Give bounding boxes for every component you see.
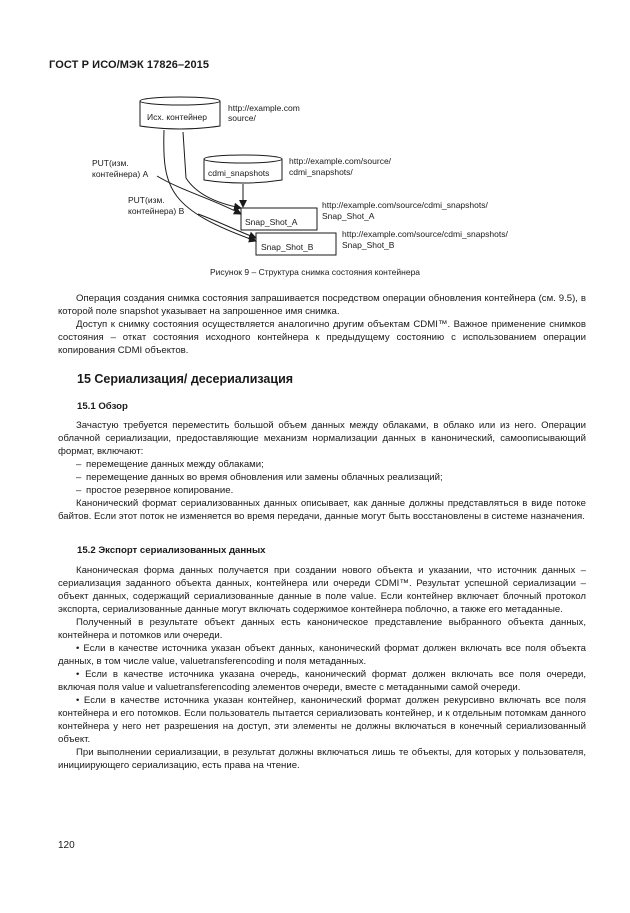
url-snapA-2: Snap_Shot_A — [322, 211, 375, 221]
node-label-cdmi: cdmi_snapshots — [208, 168, 270, 178]
s1-list — [58, 458, 586, 497]
intro-paragraph-1: Операция создания снимка состояния запрашивается посредством операции обновления контейнера (см. 9.5), в которой поле snapshot указывает на запрошенное имя снимка. — [58, 293, 586, 317]
put-a-label-1: PUT(изм. — [92, 158, 129, 168]
url-source-2: source/ — [228, 113, 256, 123]
node-label-snapB: Snap_Shot_B — [261, 242, 314, 252]
url-snapB-1: http://example.com/source/cdmi_snapshots/ — [342, 229, 508, 239]
s1-paragraph-2: Канонический формат сериализованных данных описывает, как данные должны представляться в виде потоке байтов. Если этот поток не изменяется во время передачи, данные могут быть восстановлены в системе назначения. — [58, 498, 586, 522]
section-15-2-title: 15.2 Экспорт сериализованных данных — [77, 545, 266, 556]
list-item: – простое резервное копирование. — [58, 484, 586, 497]
url-snapB-2: Snap_Shot_B — [342, 240, 395, 250]
list-item: – перемещение данных во время обновления или замены облачных реализаций; — [58, 471, 586, 484]
url-source-1: http://example.com — [228, 103, 300, 113]
s1-paragraph-1: Зачастую требуется переместить большой объем данных между облаками, в облако или из него. Операции облачной сериализации, предоставляющие механизм нормализации данных в канонический, самоописывающий формат, включают: — [58, 420, 586, 457]
s2-paragraph-2: Полученный в результате объект данных есть каноническое представление выбранного объекта данных, контейнера и потомков или очереди. — [58, 617, 586, 641]
figure-caption: Рисунок 9 – Структура снимка состояния контейнера — [209, 267, 421, 277]
snapshot-structure-diagram — [0, 0, 630, 265]
list-item: – перемещение данных между облаками; — [58, 458, 586, 471]
intro-section — [58, 292, 586, 357]
section-15-title: 15 Сериализация/ десериализация — [77, 372, 294, 386]
intro-paragraph-2: Доступ к снимку состояния осуществляется аналогично другим объектам CDMI™. Важное применение снимков состояния – откат состояния исходного контейнера к предыдущему состоянию с использованием операции копирования CDMI объектов. — [58, 319, 586, 356]
section-15-1-title: 15.1 Обзор — [77, 401, 128, 412]
url-cdmi-1: http://example.com/source/ — [289, 156, 392, 166]
url-snapA-1: http://example.com/source/cdmi_snapshots/ — [322, 200, 488, 210]
section-15-1-body — [58, 419, 586, 523]
s2-paragraph-3: При выполнении сериализации, в результат должны включаться лишь те объекты, для которых у пользователя, инициирующего сериализацию, есть права на чтение. — [58, 747, 586, 771]
s2-bullet-1: • Если в качестве источника указан объект данных, канонический формат должен включать все поля объекта данных, в том числе value, valuetransferencoding и поля метаданных. — [58, 643, 586, 667]
section-15-2-body — [58, 564, 586, 772]
url-cdmi-2: cdmi_snapshots/ — [289, 167, 353, 177]
put-b-label-1: PUT(изм. — [128, 195, 165, 205]
s2-paragraph-1: Каноническая форма данных получается при создании нового объекта и указании, что источник данных – сериализация заданного объекта данных, контейнера или очереди CDMI™. Результат успешной сериализации – объект данных, содержащий сериализованные данные в поле value. Если контейнер включает блочный протокол экспорта, сериализованные данные могут включать содержимое контейнера поблочно, а также его метаданные. — [58, 565, 586, 615]
page-number: 120 — [58, 840, 75, 851]
edge-source-to-snapB — [164, 130, 256, 241]
document-header: ГОСТ Р ИСО/МЭК 17826–2015 — [49, 59, 210, 71]
s2-bullet-3: • Если в качестве источника указан контейнер, канонический формат должен рекурсивно включать все поля контейнера и его потомков. Если пользователь пытается сериализовать контейнер, и к отдельным потомкам данного контейнера у него нет разрешения на доступ, эти элементы не должны включаться в конечный сериализованный объект. — [58, 695, 586, 745]
put-a-label-2: контейнера) A — [92, 169, 149, 179]
put-b-label-2: контейнера) B — [128, 206, 185, 216]
node-label-source: Исх. контейнер — [147, 112, 207, 122]
s2-bullet-2: • Если в качестве источника указана очередь, канонический формат должен включать все поля очереди, включая поля value и valuetransferencoding элементов очереди, вместе с метаданными самой очереди. — [58, 669, 586, 693]
node-label-snapA: Snap_Shot_A — [245, 217, 298, 227]
